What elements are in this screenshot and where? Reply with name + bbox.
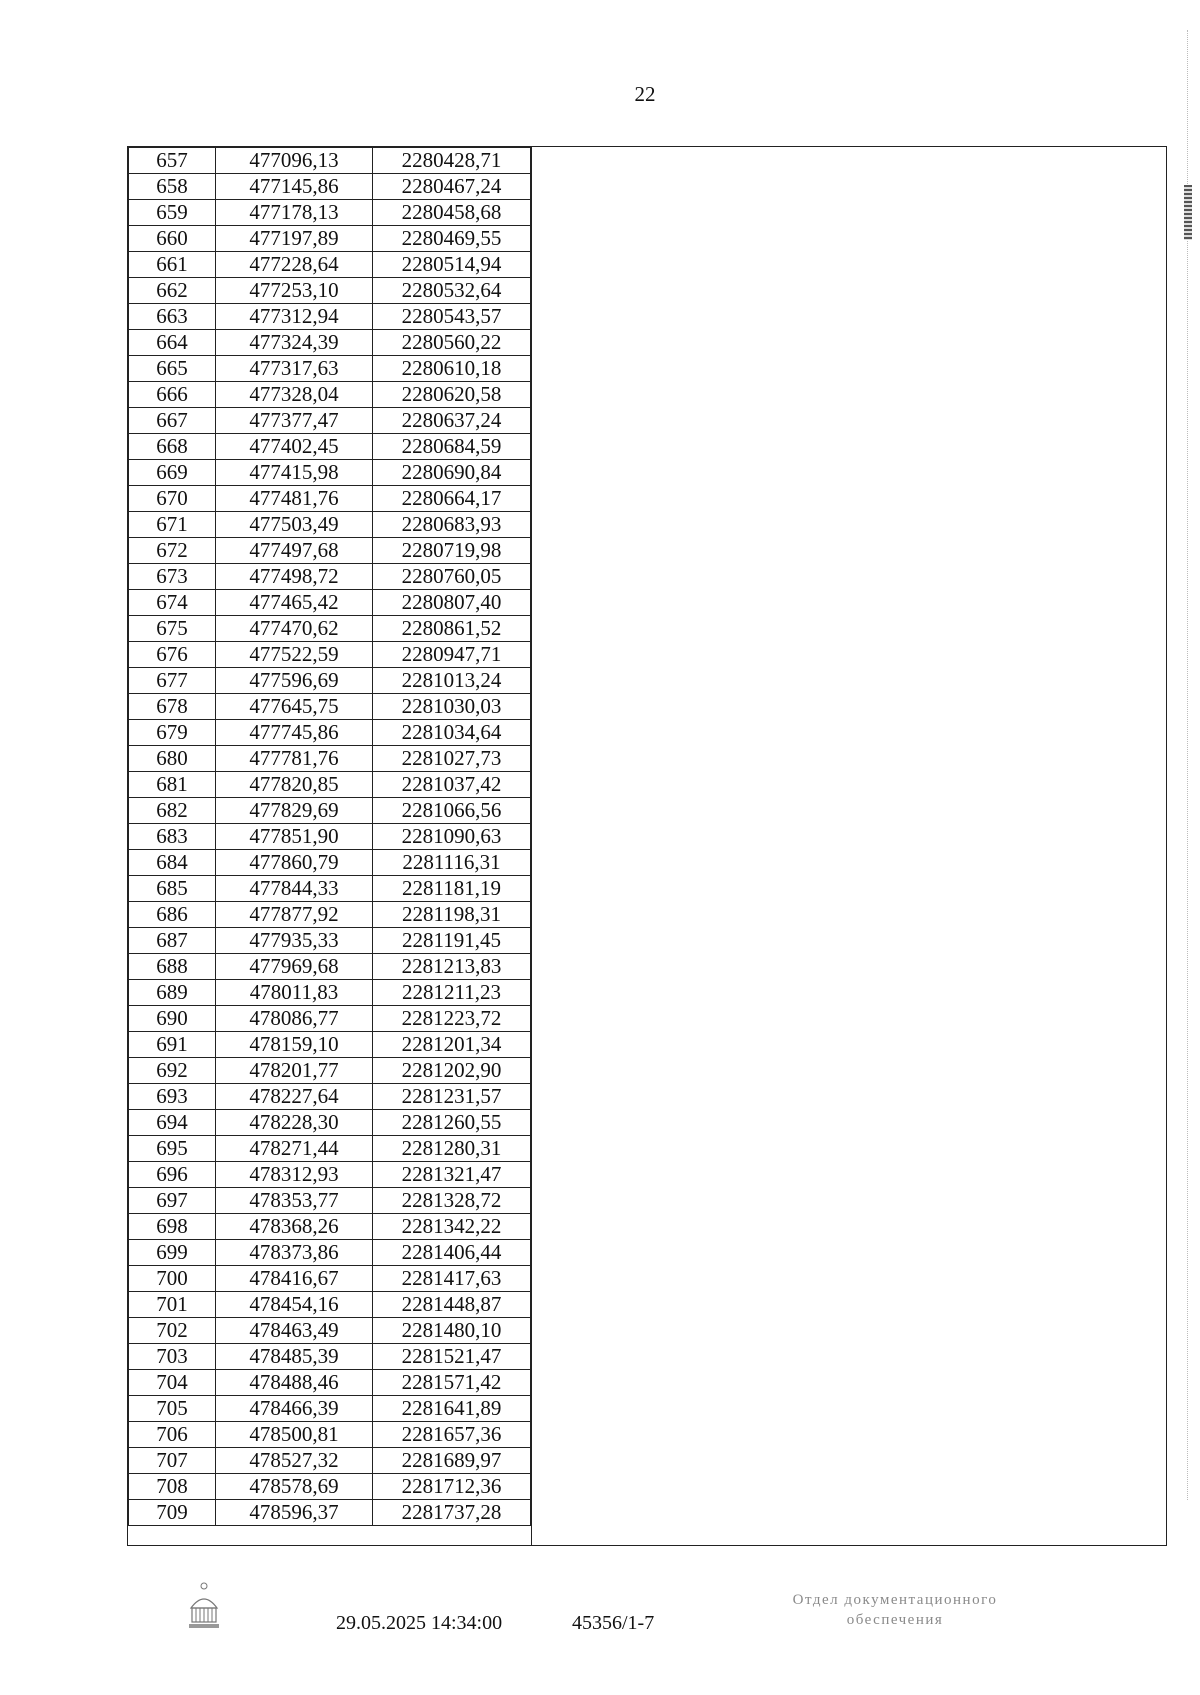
table-row [129, 1032, 531, 1058]
point-number-cell: 702 [129, 1318, 216, 1344]
table-row [129, 1370, 531, 1396]
table-row [129, 148, 531, 174]
y-coordinate-cell: 2280719,98 [373, 538, 531, 564]
point-number-cell: 691 [129, 1032, 216, 1058]
point-number-cell: 694 [129, 1110, 216, 1136]
x-coordinate-cell: 478086,77 [216, 1006, 373, 1032]
y-coordinate-cell: 2281737,28 [373, 1500, 531, 1526]
y-coordinate-cell: 2280947,71 [373, 642, 531, 668]
y-coordinate-cell: 2281191,45 [373, 928, 531, 954]
y-coordinate-cell: 2280543,57 [373, 304, 531, 330]
y-coordinate-cell: 2281027,73 [373, 746, 531, 772]
table-row [129, 1058, 531, 1084]
x-coordinate-cell: 477377,47 [216, 408, 373, 434]
y-coordinate-cell: 2281406,44 [373, 1240, 531, 1266]
x-coordinate-cell: 477522,59 [216, 642, 373, 668]
x-coordinate-cell: 477312,94 [216, 304, 373, 330]
x-coordinate-cell: 478011,83 [216, 980, 373, 1006]
y-coordinate-cell: 2280690,84 [373, 460, 531, 486]
table-row [129, 694, 531, 720]
table-row [129, 564, 531, 590]
point-number-cell: 704 [129, 1370, 216, 1396]
x-coordinate-cell: 478488,46 [216, 1370, 373, 1396]
page-number: 22 [634, 82, 656, 106]
table-row [129, 1006, 531, 1032]
point-number-cell: 696 [129, 1162, 216, 1188]
point-number-cell: 693 [129, 1084, 216, 1110]
x-coordinate-cell: 477328,04 [216, 382, 373, 408]
table-row [129, 902, 531, 928]
x-coordinate-cell: 477969,68 [216, 954, 373, 980]
point-number-cell: 709 [129, 1500, 216, 1526]
y-coordinate-cell: 2281090,63 [373, 824, 531, 850]
table-row [129, 1318, 531, 1344]
point-number-cell: 690 [129, 1006, 216, 1032]
point-number-cell: 705 [129, 1396, 216, 1422]
y-coordinate-cell: 2281066,56 [373, 798, 531, 824]
y-coordinate-cell: 2281448,87 [373, 1292, 531, 1318]
y-coordinate-cell: 2281181,19 [373, 876, 531, 902]
point-number-cell: 707 [129, 1448, 216, 1474]
y-coordinate-cell: 2280760,05 [373, 564, 531, 590]
table-row [129, 330, 531, 356]
x-coordinate-cell: 478353,77 [216, 1188, 373, 1214]
x-coordinate-cell: 478368,26 [216, 1214, 373, 1240]
table-row [129, 1344, 531, 1370]
point-number-cell: 682 [129, 798, 216, 824]
table-row [129, 876, 531, 902]
x-coordinate-cell: 478312,93 [216, 1162, 373, 1188]
point-number-cell: 708 [129, 1474, 216, 1500]
y-coordinate-cell: 2281198,31 [373, 902, 531, 928]
x-coordinate-cell: 478228,30 [216, 1110, 373, 1136]
y-coordinate-cell: 2281657,36 [373, 1422, 531, 1448]
y-coordinate-cell: 2281521,47 [373, 1344, 531, 1370]
x-coordinate-cell: 477415,98 [216, 460, 373, 486]
point-number-cell: 671 [129, 512, 216, 538]
point-number-cell: 700 [129, 1266, 216, 1292]
table-row [129, 174, 531, 200]
point-number-cell: 688 [129, 954, 216, 980]
x-coordinate-cell: 478485,39 [216, 1344, 373, 1370]
point-number-cell: 675 [129, 616, 216, 642]
empty-column-area [531, 147, 1166, 1545]
y-coordinate-cell: 2280684,59 [373, 434, 531, 460]
x-coordinate-cell: 477645,75 [216, 694, 373, 720]
point-number-cell: 706 [129, 1422, 216, 1448]
y-coordinate-cell: 2280861,52 [373, 616, 531, 642]
table-row [129, 226, 531, 252]
y-coordinate-cell: 2281571,42 [373, 1370, 531, 1396]
x-coordinate-cell: 477935,33 [216, 928, 373, 954]
table-row [129, 434, 531, 460]
table-row [129, 1240, 531, 1266]
x-coordinate-cell: 477402,45 [216, 434, 373, 460]
x-coordinate-cell: 478527,32 [216, 1448, 373, 1474]
table-row [129, 980, 531, 1006]
y-coordinate-cell: 2280532,64 [373, 278, 531, 304]
x-coordinate-cell: 477470,62 [216, 616, 373, 642]
y-coordinate-cell: 2281231,57 [373, 1084, 531, 1110]
x-coordinate-cell: 477860,79 [216, 850, 373, 876]
x-coordinate-cell: 478201,77 [216, 1058, 373, 1084]
y-coordinate-cell: 2281260,55 [373, 1110, 531, 1136]
x-coordinate-cell: 477253,10 [216, 278, 373, 304]
x-coordinate-cell: 477820,85 [216, 772, 373, 798]
y-coordinate-cell: 2281417,63 [373, 1266, 531, 1292]
point-number-cell: 670 [129, 486, 216, 512]
y-coordinate-cell: 2280428,71 [373, 148, 531, 174]
point-number-cell: 658 [129, 174, 216, 200]
y-coordinate-cell: 2280620,58 [373, 382, 531, 408]
table-row [129, 746, 531, 772]
point-number-cell: 697 [129, 1188, 216, 1214]
point-number-cell: 672 [129, 538, 216, 564]
x-coordinate-cell: 477497,68 [216, 538, 373, 564]
x-coordinate-cell: 478578,69 [216, 1474, 373, 1500]
point-number-cell: 692 [129, 1058, 216, 1084]
table-row [129, 1500, 531, 1526]
table-row [129, 772, 531, 798]
x-coordinate-cell: 477145,86 [216, 174, 373, 200]
x-coordinate-cell: 477498,72 [216, 564, 373, 590]
y-coordinate-cell: 2281201,34 [373, 1032, 531, 1058]
x-coordinate-cell: 478466,39 [216, 1396, 373, 1422]
x-coordinate-cell: 478500,81 [216, 1422, 373, 1448]
table-row [129, 1084, 531, 1110]
point-number-cell: 689 [129, 980, 216, 1006]
coordinates-table-body [129, 148, 531, 1526]
table-row [129, 538, 531, 564]
x-coordinate-cell: 477228,64 [216, 252, 373, 278]
y-coordinate-cell: 2281013,24 [373, 668, 531, 694]
y-coordinate-cell: 2280637,24 [373, 408, 531, 434]
y-coordinate-cell: 2281034,64 [373, 720, 531, 746]
y-coordinate-cell: 2281202,90 [373, 1058, 531, 1084]
point-number-cell: 681 [129, 772, 216, 798]
footer-timestamp: 29.05.2025 14:34:00 [336, 1612, 503, 1634]
department-stamp [745, 1590, 1045, 1630]
y-coordinate-cell: 2281211,23 [373, 980, 531, 1006]
point-number-cell: 678 [129, 694, 216, 720]
table-row [129, 1188, 531, 1214]
point-number-cell: 659 [129, 200, 216, 226]
table-row [129, 642, 531, 668]
x-coordinate-cell: 477781,76 [216, 746, 373, 772]
table-row [129, 382, 531, 408]
table-row [129, 850, 531, 876]
point-number-cell: 663 [129, 304, 216, 330]
x-coordinate-cell: 477877,92 [216, 902, 373, 928]
table-row [129, 928, 531, 954]
table-row [129, 1110, 531, 1136]
table-row [129, 278, 531, 304]
point-number-cell: 676 [129, 642, 216, 668]
table-row [129, 668, 531, 694]
table-row [129, 616, 531, 642]
y-coordinate-cell: 2281689,97 [373, 1448, 531, 1474]
point-number-cell: 687 [129, 928, 216, 954]
y-coordinate-cell: 2280560,22 [373, 330, 531, 356]
page-footer [0, 1590, 1200, 1650]
x-coordinate-cell: 478159,10 [216, 1032, 373, 1058]
table-row [129, 1136, 531, 1162]
table-row [129, 1266, 531, 1292]
x-coordinate-cell: 477829,69 [216, 798, 373, 824]
point-number-cell: 699 [129, 1240, 216, 1266]
point-number-cell: 677 [129, 668, 216, 694]
table-row [129, 1396, 531, 1422]
x-coordinate-cell: 478271,44 [216, 1136, 373, 1162]
x-coordinate-cell: 477465,42 [216, 590, 373, 616]
x-coordinate-cell: 478454,16 [216, 1292, 373, 1318]
point-number-cell: 661 [129, 252, 216, 278]
table-row [129, 512, 531, 538]
table-row [129, 1292, 531, 1318]
x-coordinate-cell: 478596,37 [216, 1500, 373, 1526]
point-number-cell: 668 [129, 434, 216, 460]
point-number-cell: 683 [129, 824, 216, 850]
x-coordinate-cell: 477851,90 [216, 824, 373, 850]
y-coordinate-cell: 2281712,36 [373, 1474, 531, 1500]
department-stamp-line2: обеспечения [846, 1612, 944, 1628]
y-coordinate-cell: 2281641,89 [373, 1396, 531, 1422]
emblem-icon [185, 1580, 223, 1632]
table-row [129, 408, 531, 434]
point-number-cell: 665 [129, 356, 216, 382]
y-coordinate-cell: 2281321,47 [373, 1162, 531, 1188]
point-number-cell: 679 [129, 720, 216, 746]
y-coordinate-cell: 2281480,10 [373, 1318, 531, 1344]
x-coordinate-cell: 477481,76 [216, 486, 373, 512]
point-number-cell: 664 [129, 330, 216, 356]
x-coordinate-cell: 477324,39 [216, 330, 373, 356]
coordinates-table [128, 147, 531, 1526]
y-coordinate-cell: 2281342,22 [373, 1214, 531, 1240]
x-coordinate-cell: 477178,13 [216, 200, 373, 226]
point-number-cell: 657 [129, 148, 216, 174]
x-coordinate-cell: 477596,69 [216, 668, 373, 694]
x-coordinate-cell: 477317,63 [216, 356, 373, 382]
y-coordinate-cell: 2281213,83 [373, 954, 531, 980]
y-coordinate-cell: 2281280,31 [373, 1136, 531, 1162]
table-row [129, 200, 531, 226]
table-row [129, 1448, 531, 1474]
y-coordinate-cell: 2280807,40 [373, 590, 531, 616]
department-stamp-line1: Отдел документационного [792, 1592, 998, 1608]
y-coordinate-cell: 2280458,68 [373, 200, 531, 226]
y-coordinate-cell: 2281328,72 [373, 1188, 531, 1214]
y-coordinate-cell: 2280610,18 [373, 356, 531, 382]
y-coordinate-cell: 2281030,03 [373, 694, 531, 720]
point-number-cell: 674 [129, 590, 216, 616]
footer-document-code: 45356/1-7 [572, 1612, 655, 1634]
point-number-cell: 686 [129, 902, 216, 928]
table-row [129, 252, 531, 278]
x-coordinate-cell: 478373,86 [216, 1240, 373, 1266]
x-coordinate-cell: 477096,13 [216, 148, 373, 174]
point-number-cell: 685 [129, 876, 216, 902]
point-number-cell: 684 [129, 850, 216, 876]
y-coordinate-cell: 2281116,31 [373, 850, 531, 876]
point-number-cell: 703 [129, 1344, 216, 1370]
table-row [129, 356, 531, 382]
table-row [129, 798, 531, 824]
x-coordinate-cell: 477844,33 [216, 876, 373, 902]
table-row [129, 720, 531, 746]
y-coordinate-cell: 2280467,24 [373, 174, 531, 200]
point-number-cell: 666 [129, 382, 216, 408]
point-number-cell: 673 [129, 564, 216, 590]
x-coordinate-cell: 478416,67 [216, 1266, 373, 1292]
point-number-cell: 698 [129, 1214, 216, 1240]
table-row [129, 954, 531, 980]
table-row [129, 1422, 531, 1448]
point-number-cell: 701 [129, 1292, 216, 1318]
coordinates-table-frame [127, 146, 1167, 1546]
table-row [129, 1474, 531, 1500]
y-coordinate-cell: 2280683,93 [373, 512, 531, 538]
scan-edge-line [1187, 30, 1190, 1500]
table-row [129, 824, 531, 850]
x-coordinate-cell: 478227,64 [216, 1084, 373, 1110]
y-coordinate-cell: 2281223,72 [373, 1006, 531, 1032]
point-number-cell: 669 [129, 460, 216, 486]
table-row [129, 460, 531, 486]
y-coordinate-cell: 2280664,17 [373, 486, 531, 512]
table-row [129, 590, 531, 616]
y-coordinate-cell: 2281037,42 [373, 772, 531, 798]
table-row [129, 1214, 531, 1240]
y-coordinate-cell: 2280469,55 [373, 226, 531, 252]
point-number-cell: 660 [129, 226, 216, 252]
x-coordinate-cell: 477197,89 [216, 226, 373, 252]
table-row [129, 1162, 531, 1188]
point-number-cell: 695 [129, 1136, 216, 1162]
point-number-cell: 680 [129, 746, 216, 772]
y-coordinate-cell: 2280514,94 [373, 252, 531, 278]
point-number-cell: 667 [129, 408, 216, 434]
table-row [129, 486, 531, 512]
x-coordinate-cell: 478463,49 [216, 1318, 373, 1344]
x-coordinate-cell: 477745,86 [216, 720, 373, 746]
table-row [129, 304, 531, 330]
x-coordinate-cell: 477503,49 [216, 512, 373, 538]
scan-edge-mark [1184, 185, 1192, 240]
point-number-cell: 662 [129, 278, 216, 304]
